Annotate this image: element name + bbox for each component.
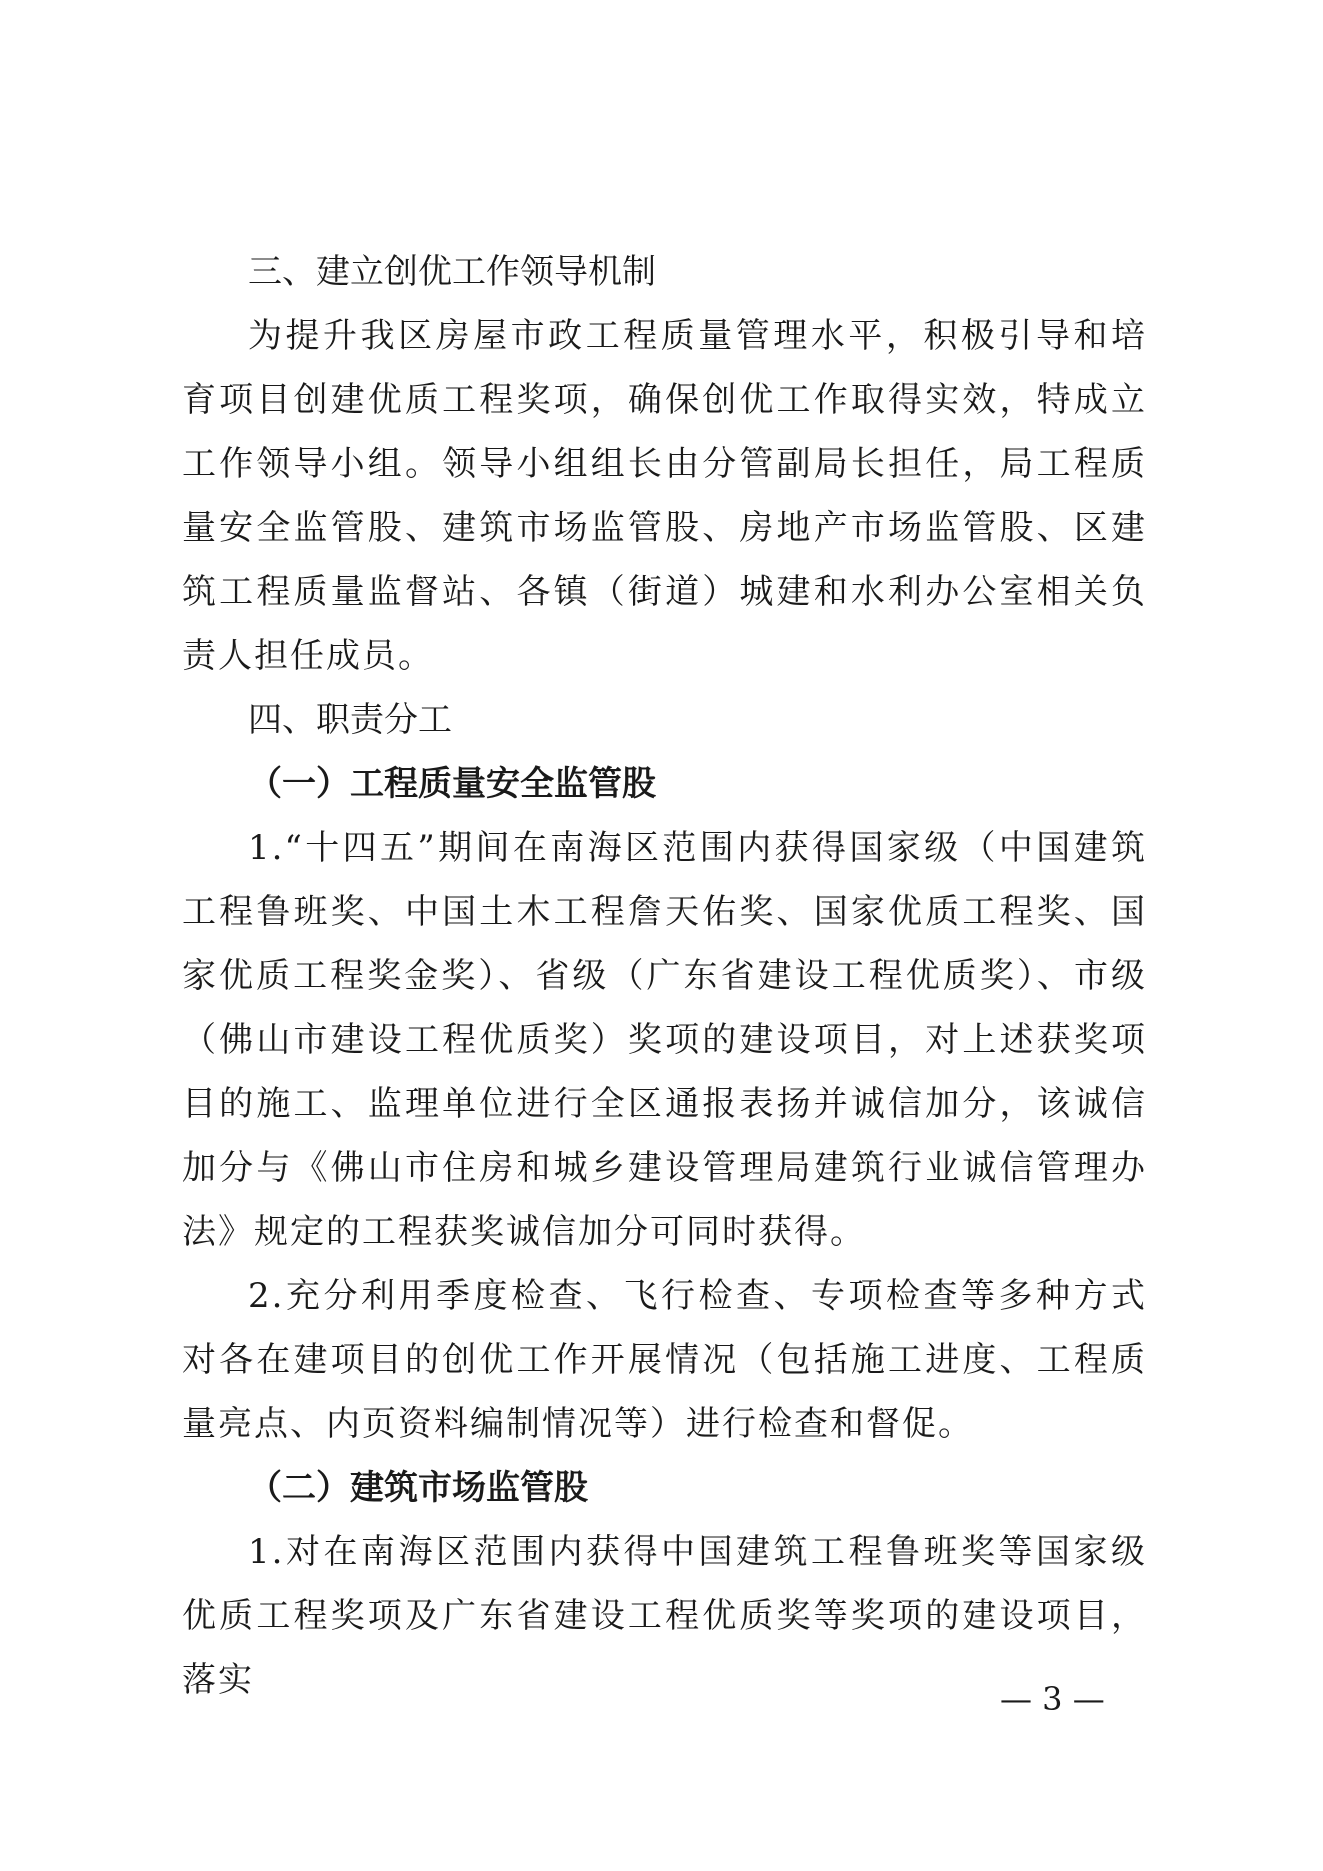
section-4-1-item-2: 2.充分利用季度检查、飞行检查、专项检查等多种方式对各在建项目的创优工作开展情况（包括施工进度、工程质量亮点、内页资料编制情况等）进行检查和督促。 xyxy=(182,1276,1147,1444)
section-4-1-heading: （一）工程质量安全监管股 xyxy=(248,764,656,804)
section-4-2-heading: （二）建筑市场监管股 xyxy=(248,1468,588,1508)
page-number: — 3 — xyxy=(1000,1680,1105,1718)
section-4-heading: 四、职责分工 xyxy=(248,700,452,740)
section-4-1-item-1: 1.“十四五”期间在南海区范围内获得国家级（中国建筑工程鲁班奖、中国土木工程詹天佑奖、国家优质工程奖、国家优质工程奖金奖）、省级（广东省建设工程优质奖）、市级（佛山市建设工程优质奖）奖项的建设项目，对上述获奖项目的施工、监理单位进行全区通报表扬并诚信加分，该诚信加分与《佛山市住房和城乡建设管理局建筑行业诚信管理办法》规定的工程获奖诚信加分可同时获得。 xyxy=(182,828,1147,1252)
document-page xyxy=(182,240,1147,1712)
section-3-heading: 三、建立创优工作领导机制 xyxy=(248,252,656,292)
section-4-2-item-1: 1.对在南海区范围内获得中国建筑工程鲁班奖等国家级优质工程奖项及广东省建设工程优质奖等奖项的建设项目，落实 xyxy=(182,1532,1147,1700)
section-3-paragraph: 为提升我区房屋市政工程质量管理水平，积极引导和培育项目创建优质工程奖项，确保创优工作取得实效，特成立工作领导小组。领导小组组长由分管副局长担任，局工程质量安全监管股、建筑市场监管股、房地产市场监管股、区建筑工程质量监督站、各镇（街道）城建和水利办公室相关负责人担任成员。 xyxy=(182,316,1147,676)
